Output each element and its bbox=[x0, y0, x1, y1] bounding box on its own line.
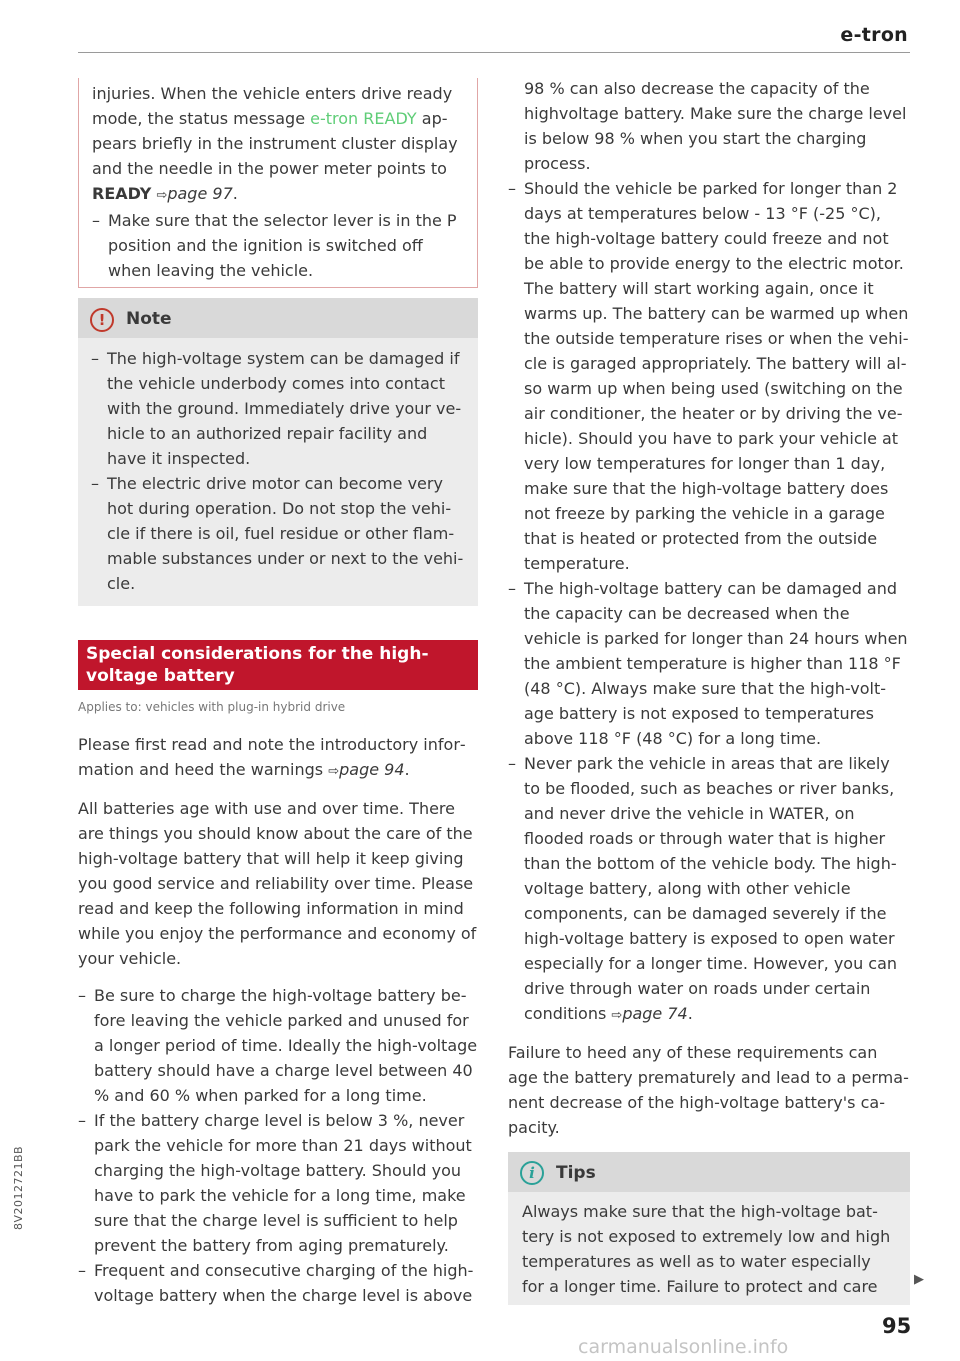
body-paragraph: All batteries age with use and over time. There are things you should know about the care of the high-voltage battery that will help it keep giving you good service and reliability over time. Please read and keep the following information in mind while you enjoy the performance and economy of your vehicle. bbox=[78, 799, 477, 968]
info-icon: i bbox=[520, 1161, 544, 1185]
header-rule bbox=[78, 52, 910, 53]
note-box bbox=[78, 298, 478, 606]
tips-box bbox=[508, 1152, 910, 1305]
note-title: Note bbox=[126, 309, 172, 329]
note-header bbox=[78, 298, 478, 338]
ready-label: READY bbox=[92, 184, 152, 203]
list-item: – If the battery charge level is below 3 %, never park the vehicle for more than 21 days without charging the high-voltage battery. Should you have to park the vehicle for a long time, make sure that the charge level is sufficient to help prevent the battery from aging prematurely. bbox=[78, 1111, 472, 1255]
list-item: – Frequent and consecutive charging of the highvoltage battery when the charge level is above bbox=[78, 1261, 474, 1305]
status-message-highlight: e-tron READY bbox=[310, 109, 417, 128]
bullet-list bbox=[78, 983, 478, 1308]
list-item: – Never park the vehicle in areas that are likely to be flooded, such as beaches or river banks, and never drive the vehicle in WATER, on flooded roads or through water that is higher than the bottom of the vehicle body. The high-voltage battery, along with other vehicle components, can be damaged severely if the high-voltage battery is exposed to open water especially for a longer time. However, you can drive through water on roads under certain conditions ⇨page 74. bbox=[508, 754, 898, 1023]
warning-intro: injuries. When the vehicle enters drive ready mode, the status message e-tron READY appears briefly in the instrument cluster display and the needle in the power meter points to READY ⇨page 97. bbox=[92, 84, 458, 203]
document-code: 8V2012721BB bbox=[12, 1145, 25, 1230]
section-heading: Special considerations for the high-voltage battery bbox=[78, 640, 478, 690]
tips-title: Tips bbox=[556, 1162, 596, 1183]
list-item: – The high-voltage system can be damaged if the vehicle underbody comes into contact with the ground. Immediately drive your vehicle to an authorized repair facility and have it inspected. bbox=[91, 349, 462, 468]
applies-to-text: Applies to: vehicles with plug-in hybrid drive bbox=[78, 700, 346, 714]
page-reference-link[interactable]: ⇨page 74 bbox=[611, 1004, 688, 1023]
list-item: – Be sure to charge the high-voltage battery before leaving the vehicle parked and unused for a longer period of time. Ideally the high-voltage battery should have a charge level between 40 % and 60 % when parked for a long time. bbox=[78, 986, 478, 1105]
arrow-icon: ⇨ bbox=[156, 188, 168, 203]
right-column bbox=[508, 76, 910, 1305]
left-column bbox=[78, 78, 478, 1308]
note-body bbox=[78, 338, 478, 606]
list-item: – Make sure that the selector lever is in the P position and the ignition is switched off when leaving the vehicle. bbox=[92, 211, 457, 280]
warning-box-continued bbox=[78, 78, 478, 288]
continue-arrow-icon: ▶ bbox=[914, 1272, 924, 1287]
continued-item-text: 98 % can also decrease the capacity of the highvoltage battery. Make sure the charge level is below 98 % when you start the charging process. bbox=[524, 79, 907, 173]
tips-body: Always make sure that the high-voltage battery is not exposed to extremely low and high temperatures as well as to water especially for a longer time. Failure to protect and care bbox=[522, 1202, 891, 1296]
list-item: – The high-voltage battery can be damaged and the capacity can be decreased when the vehicle is parked for longer than 24 hours when the ambient temperature is higher than 118 °F (48 °C). Always make sure that the high-voltage battery is not exposed to temperatures above 118 °F (48 °C) for a long time. bbox=[508, 579, 908, 748]
exclamation-icon: ! bbox=[90, 308, 114, 332]
running-header-title: e-tron bbox=[840, 24, 908, 46]
page-number: 95 bbox=[882, 1314, 912, 1338]
page-reference-link[interactable]: ⇨page 97 bbox=[156, 184, 233, 203]
arrow-icon: ⇨ bbox=[328, 764, 340, 779]
list-item: – The electric drive motor can become very hot during operation. Do not stop the vehicle if there is oil, fuel residue or other flammable substances under or next to the vehicle. bbox=[91, 474, 464, 593]
watermark: carmanualsonline.info bbox=[578, 1336, 789, 1358]
list-item: – Should the vehicle be parked for longer than 2 days at temperatures below - 13 °F (-25 °C), the high-voltage battery could freeze and not be able to provide energy to the electric motor. The battery will start working again, once it warms up. The battery can be warmed up when the outside temperature rises or when the vehicle is garaged appropriately. The battery will also warm up when being used (switching on the air conditioner, the heater or by driving the vehicle). Should you have to park your vehicle at very low temperatures for longer than 1 day, make sure that the high-voltage battery does not freeze by parking the vehicle in a garage that is heated or protected from the outside temperature. bbox=[508, 179, 909, 573]
intro-paragraph: Please first read and note the introductory information and heed the warnings ⇨page 94. bbox=[78, 735, 466, 779]
arrow-icon: ⇨ bbox=[611, 1008, 623, 1023]
closing-paragraph: Failure to heed any of these requirements can age the battery prematurely and lead to a permanent decrease of the high-voltage battery's capacity. bbox=[508, 1043, 909, 1137]
tips-header bbox=[508, 1152, 910, 1192]
page-reference-link[interactable]: ⇨page 94 bbox=[328, 760, 405, 779]
